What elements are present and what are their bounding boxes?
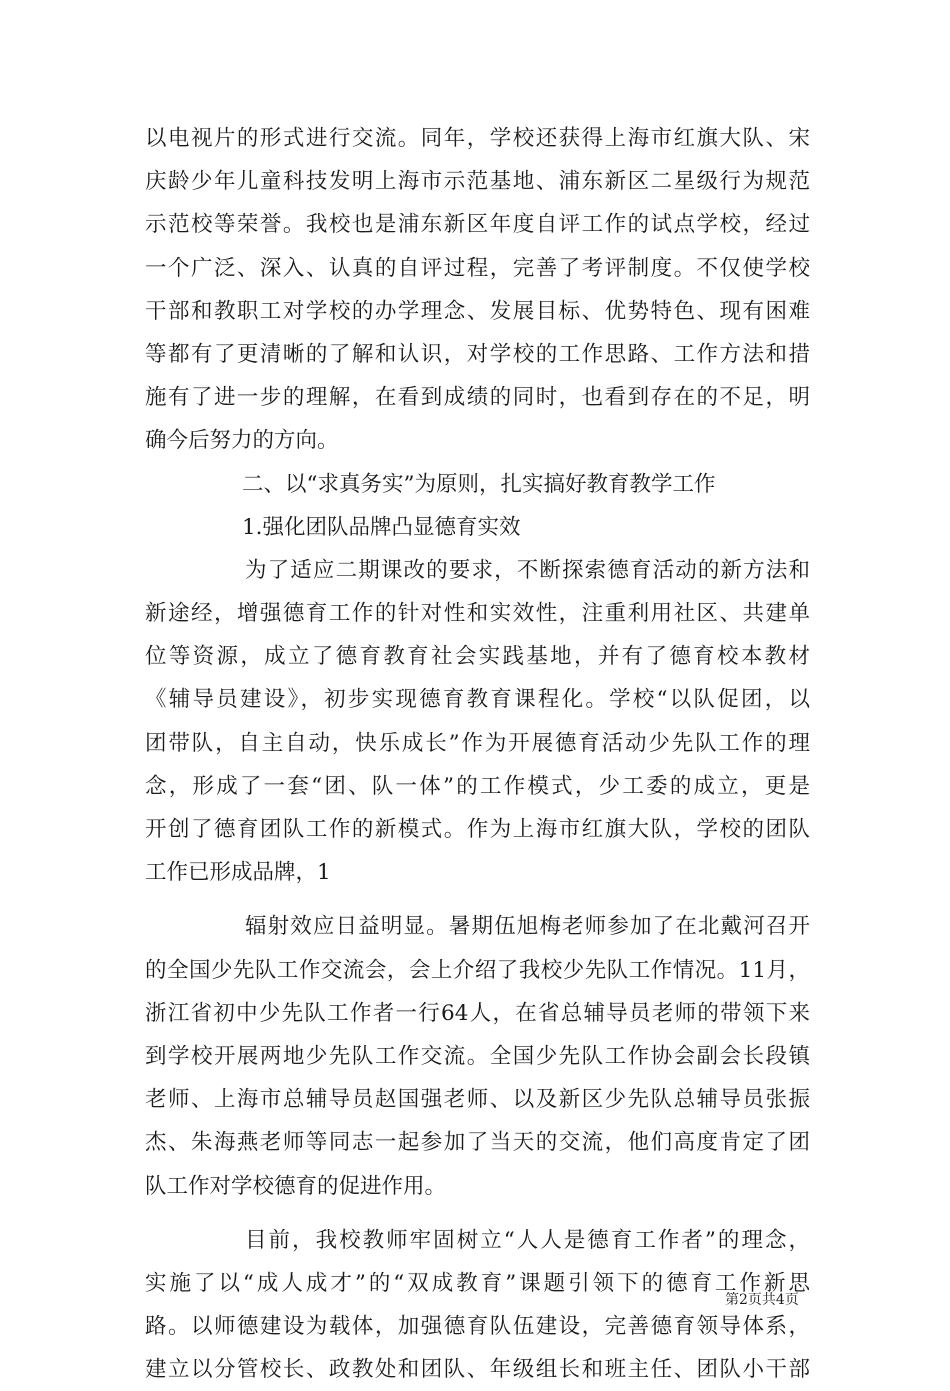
document-body [145, 117, 810, 1391]
paragraph-line: 念，形成了一套“团、队一体”的工作模式，少工委的成立，更是 [145, 773, 810, 799]
paragraph-line: 位等资源，成立了德育教育社会实践基地，并有了德育校本教材 [145, 644, 810, 670]
subsection-heading: 1.强化团队品牌凸显德育实效 [242, 514, 521, 540]
page-number-footer: 第2页共4页 [725, 1292, 799, 1308]
paragraph-line: 辐射效应日益明显。暑期伍旭梅老师参加了在北戴河召开 [245, 914, 810, 940]
paragraph-line: 团带队，自主自动，快乐成长”作为开展德育活动少先队工作的理 [145, 730, 810, 756]
paragraph-line: 的全国少先队工作交流会，会上介绍了我校少先队工作情况。11月， [145, 957, 810, 983]
paragraph-line: 浙江省初中少先队工作者一行64人，在省总辅导员老师的带领下来 [145, 1000, 810, 1026]
paragraph-line: 队工作对学校德育的促进作用。 [145, 1173, 447, 1199]
section-heading: 二、以“求真务实”为原则，扎实搞好教育教学工作 [242, 471, 716, 497]
paragraph-line: 实施了以“成人成才”的“双成教育”课题引领下的德育工作新思 [145, 1270, 810, 1296]
paragraph-line: 工作已形成品牌，1 [145, 860, 331, 886]
paragraph-line: 到学校开展两地少先队工作交流。全国少先队工作协会副会长段镇 [145, 1043, 810, 1069]
paragraph-line: 为了适应二期课改的要求，不断探索德育活动的新方法和 [245, 557, 810, 583]
paragraph-line: 路。以师德建设为载体，加强德育队伍建设，完善德育领导体系， [145, 1314, 810, 1340]
paragraph-line: 开创了德育团队工作的新模式。作为上海市红旗大队，学校的团队 [145, 817, 810, 842]
paragraph-line: 干部和教职工对学校的办学理念、发展目标、优势特色、现有困难 [145, 298, 810, 324]
paragraph-line: 庆龄少年儿童科技发明上海市示范基地、浦东新区二星级行为规范 [145, 169, 810, 195]
paragraph-line: 示范校等荣誉。我校也是浦东新区年度自评工作的试点学校，经过 [145, 212, 810, 238]
paragraph-line: 施有了进一步的理解，在看到成绩的同时，也看到存在的不足，明 [145, 385, 810, 411]
paragraph-line: 以电视片的形式进行交流。同年，学校还获得上海市红旗大队、宋 [145, 126, 810, 151]
paragraph-line: 杰、朱海燕老师等同志一起参加了当天的交流，他们高度肯定了团 [145, 1130, 810, 1156]
paragraph-line: 等都有了更清晰的了解和认识，对学校的工作思路、工作方法和措 [145, 341, 810, 367]
paragraph-line: 一个广泛、深入、认真的自评过程，完善了考评制度。不仅使学校 [145, 255, 810, 281]
paragraph-line: 老师、上海市总辅导员赵国强老师、以及新区少先队总辅导员张振 [145, 1087, 810, 1113]
paragraph-line: 确今后努力的方向。 [145, 428, 339, 454]
paragraph-line: 《辅导员建设》，初步实现德育教育课程化。学校“以队促团，以 [145, 687, 810, 713]
paragraph-line: 目前，我校教师牢固树立“人人是德育工作者”的理念， [245, 1227, 810, 1253]
paragraph-line: 建立以分管校长、政教处和团队、年级组长和班主任、团队小干部 [145, 1357, 810, 1383]
paragraph-line: 新途经，增强德育工作的针对性和实效性，注重利用社区、共建单 [145, 601, 810, 627]
